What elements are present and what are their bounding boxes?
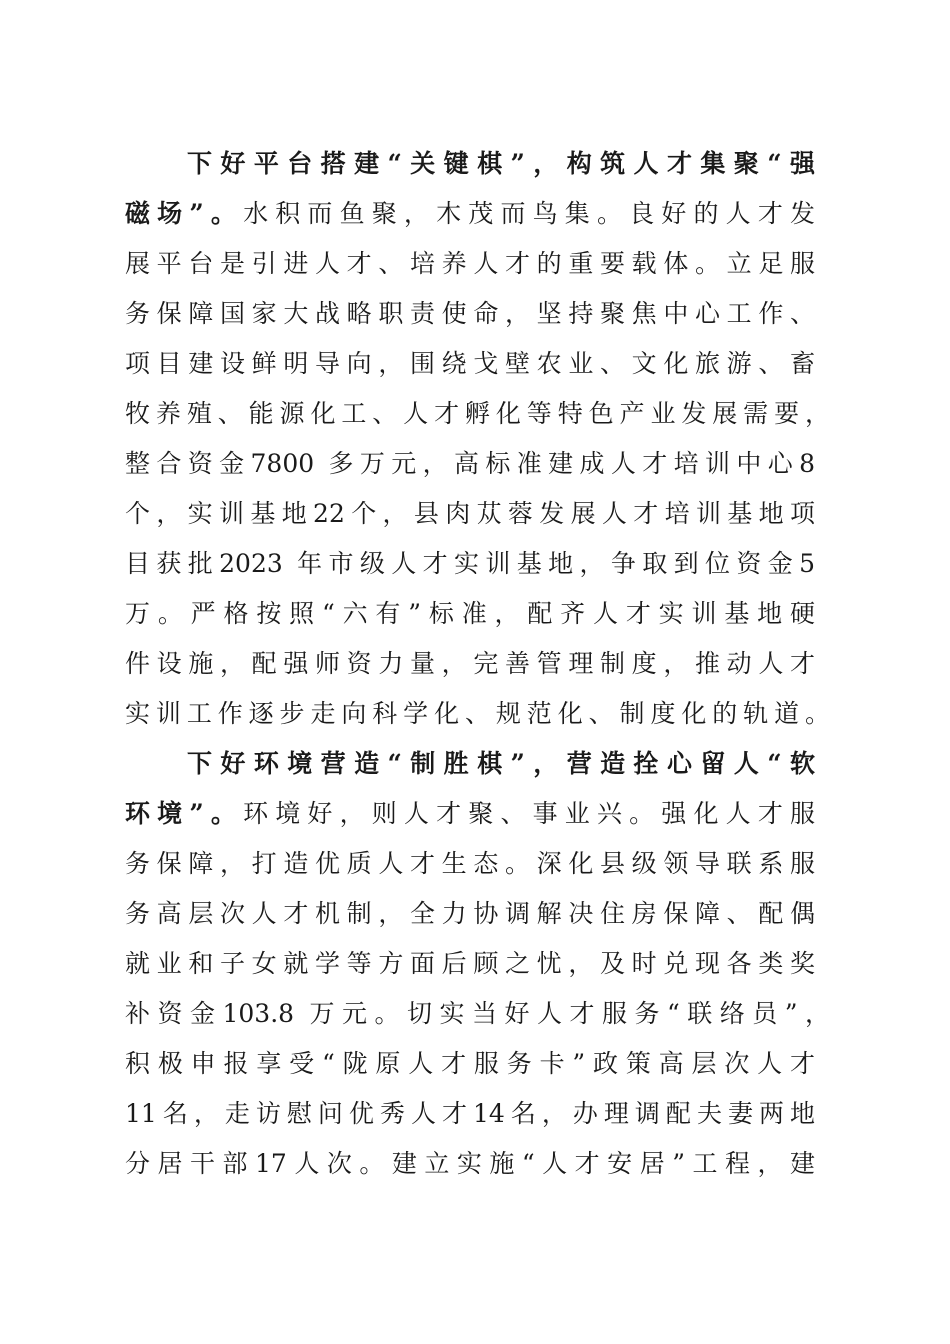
paragraph-1-line-10: 万。严格按照“六有”标准，配齐人才实训基地硬 xyxy=(125,599,815,628)
paragraph-1-line-11: 件设施，配强师资力量，完善管理制度，推动人才 xyxy=(125,649,815,678)
paragraph-1-line-9: 目获批2023 年市级人才实训基地，争取到位资金5 xyxy=(125,549,815,578)
paragraph-2-line-5: 就业和子女就学等方面后顾之忧，及时兑现各类奖 xyxy=(125,949,815,978)
paragraph-1-line-12: 实训工作逐步走向科学化、规范化、制度化的轨道。 xyxy=(125,699,830,728)
paragraph-1-heading: 下好平台搭建“关键棋”，构筑人才集聚“强 xyxy=(187,149,815,178)
paragraph-2-heading: 下好环境营造“制胜棋”，营造拴心留人“软 xyxy=(187,749,815,778)
paragraph-2-heading-end: 环境”。 xyxy=(125,799,244,828)
paragraph-2-line-2: 环境”。环境好，则人才聚、事业兴。强化人才服 xyxy=(125,799,815,828)
paragraph-1-line-6: 牧养殖、能源化工、人才孵化等特色产业发展需要， xyxy=(125,399,830,428)
paragraph-1-line-7: 整合资金7800 多万元，高标准建成人才培训中心8 xyxy=(125,449,815,478)
paragraph-2-line-4: 务高层次人才机制，全力协调解决住房保障、配偶 xyxy=(125,899,815,928)
paragraph-1-line-5: 项目建设鲜明导向，围绕戈壁农业、文化旅游、畜 xyxy=(125,349,815,378)
paragraph-1-line-1 xyxy=(187,144,815,184)
paragraph-2-line-9: 分居干部17人次。建立实施“人才安居”工程，建 xyxy=(125,1149,815,1178)
paragraph-2-line-6: 补资金103.8 万元。切实当好人才服务“联络员”， xyxy=(125,999,830,1028)
paragraph-1-line-2: 磁场”。水积而鱼聚，木茂而鸟集。良好的人才发 xyxy=(125,199,815,228)
paragraph-1-line-8: 个，实训基地22个，县肉苁蓉发展人才培训基地项 xyxy=(125,499,815,528)
paragraph-2-line-7: 积极申报享受“陇原人才服务卡”政策高层次人才 xyxy=(125,1049,815,1078)
paragraph-2-line-8: 11名，走访慰问优秀人才14名，办理调配夫妻两地 xyxy=(125,1099,815,1128)
paragraph-1-line-4: 务保障国家大战略职责使命，坚持聚焦中心工作、 xyxy=(125,299,815,328)
paragraph-2-line-3: 务保障，打造优质人才生态。深化县级领导联系服 xyxy=(125,849,815,878)
paragraph-2-line-1 xyxy=(187,744,815,784)
paragraph-1-heading-end: 磁场”。 xyxy=(125,199,244,228)
paragraph-1-line-3: 展平台是引进人才、培养人才的重要载体。立足服 xyxy=(125,249,815,278)
